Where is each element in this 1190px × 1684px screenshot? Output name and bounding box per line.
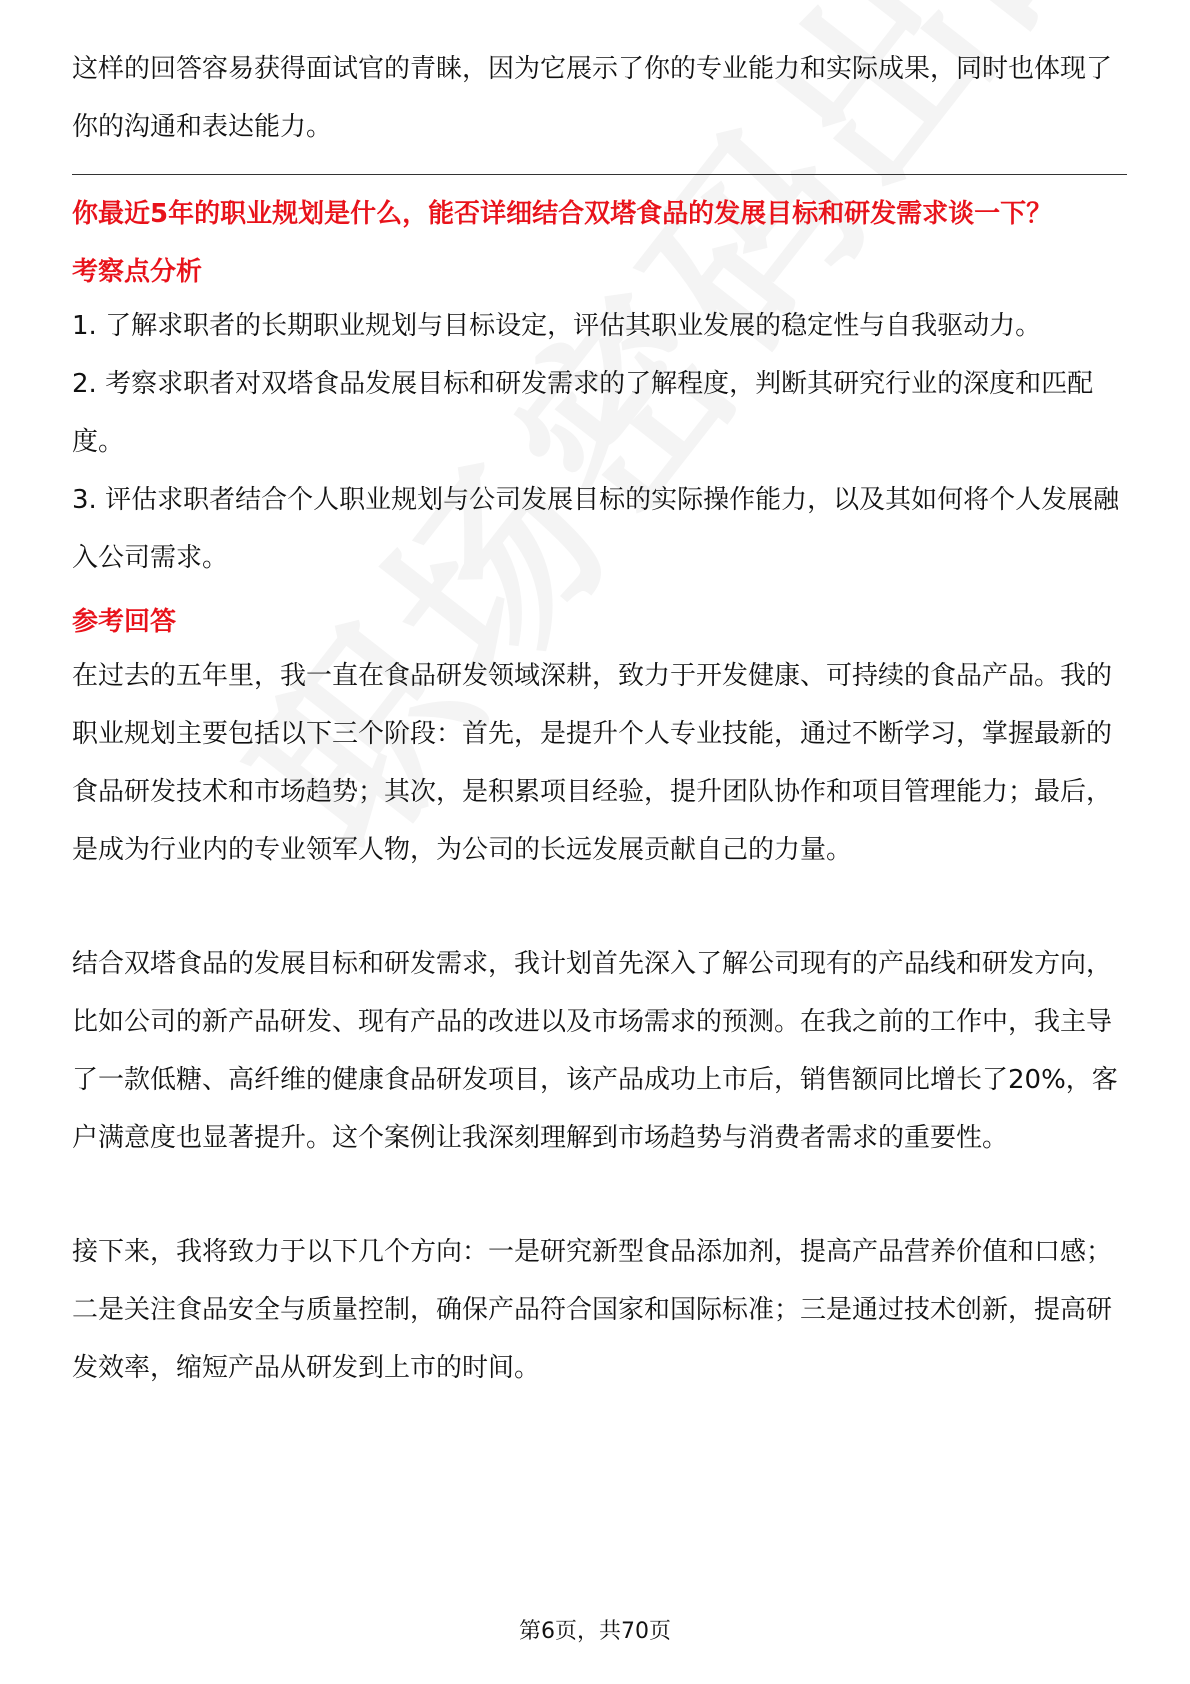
- page-number: 第6页，共70页: [519, 1619, 671, 1644]
- spacer: [72, 587, 1127, 597]
- answer-paragraph: 结合双塔食品的发展目标和研发需求，我计划首先深入了解公司现有的产品线和研发方向，比如公司的新产品研发、现有产品的改进以及市场需求的预测。在我之前的工作中，我主导了一款低糖、高纤维的健康食品研发项目，该产品成功上市后，销售额同比增长了20%，客户满意度也显著提升。这个案例让我深刻理解到市场趋势与消费者需求的重要性。: [72, 949, 1118, 1153]
- analysis-point: 1. 了解求职者的长期职业规划与目标设定，评估其职业发展的稳定性与自我驱动力。: [72, 311, 1042, 341]
- analysis-title: 考察点分析: [72, 257, 203, 287]
- answer-title: 参考回答: [72, 607, 177, 637]
- section-divider: [72, 174, 1127, 175]
- analysis-point: 3. 评估求职者结合个人职业规划与公司发展目标的实际操作能力，以及其如何将个人发展融入公司需求。: [72, 485, 1120, 573]
- spacer: [72, 1167, 1127, 1223]
- question-heading: 你最近5年的职业规划是什么，能否详细结合双塔食品的发展目标和研发需求谈一下？: [72, 199, 1053, 229]
- spacer: [72, 879, 1127, 935]
- answer-paragraph: 接下来，我将致力于以下几个方向：一是研究新型食品添加剂，提高产品营养价值和口感；二是关注食品安全与质量控制，确保产品符合国家和国际标准；三是通过技术创新，提高研发效率，缩短产品从研发到上市的时间。: [72, 1237, 1113, 1383]
- analysis-point: 2. 考察求职者对双塔食品发展目标和研发需求的了解程度，判断其研究行业的深度和匹配度。: [72, 369, 1094, 457]
- document-page: [72, 40, 1127, 1397]
- intro-paragraph: 这样的回答容易获得面试官的青睐，因为它展示了你的专业能力和实际成果，同时也体现了你的沟通和表达能力。: [72, 54, 1113, 142]
- answer-paragraph: 在过去的五年里，我一直在食品研发领域深耕，致力于开发健康、可持续的食品产品。我的职业规划主要包括以下三个阶段：首先，是提升个人专业技能，通过不断学习，掌握最新的食品研发技术和市场趋势；其次，是积累项目经验，提升团队协作和项目管理能力；最后，是成为行业内的专业领军人物，为公司的长远发展贡献自己的力量。: [72, 661, 1113, 865]
